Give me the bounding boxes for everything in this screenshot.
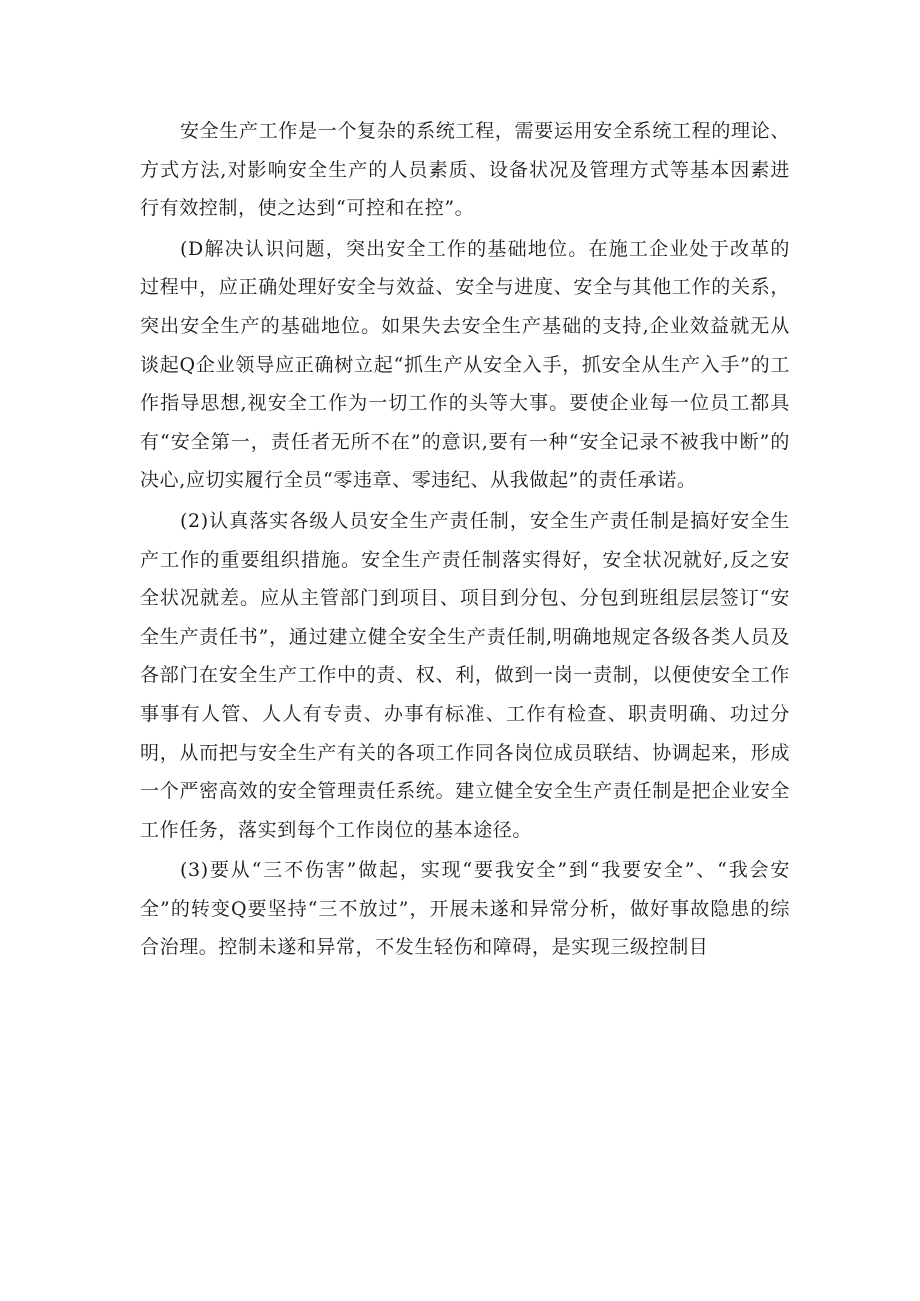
paragraph-item-1: (D解决认识问题，突出安全工作的基础地位。在施工企业处于改革的过程中，应正确处理好安全与效益、安全与进度、安全与其他工作的关系，突出安全生产的基础地位。如果失去安全生产基础的支持,企业效益就无从谈起Q企业领导应正确树立起“抓生产从安全入手，抓安全从生产入手”的工作指导思想,视安全工作为一切工作的头等大事。要使企业每一位员工都具有“安全第一，责任者无所不在”的意识,要有一种“安全记录不被我中断”的决心,应切实履行全员“零违章、零违纪、从我做起”的责任承诺。 [140, 237, 790, 492]
paragraph-intro: 安全生产工作是一个复杂的系统工程，需要运用安全系统工程的理论、方式方法,对影响安全生产的人员素质、设备状况及管理方式等基本因素进行有效控制，使之达到“可控和在控”。 [140, 120, 790, 220]
paragraph-item-3: (3)要从“三不伤害”做起，实现“要我安全”到“我要安全”、“我会安全”的转变Q要坚持“三不放过”，开展未遂和异常分析，做好事故隐患的综合治理。控制未遂和异常，不发生轻伤和障碍，是实现三级控制目 [140, 859, 790, 959]
document-body [140, 112, 790, 967]
paragraph-item-2: (2)认真落实各级人员安全生产责任制，安全生产责任制是搞好安全生产工作的重要组织措施。安全生产责任制落实得好，安全状况就好,反之安全状况就差。应从主管部门到项目、项目到分包、分包到班组层层签订“安全生产责任书”，通过建立健全安全生产责任制,明确地规定各级各类人员及各部门在安全生产工作中的责、权、利，做到一岗一责制，以便使安全工作事事有人管、人人有专责、办事有标准、工作有检查、职责明确、功过分明，从而把与安全生产有关的各项工作同各岗位成员联结、协调起来，形成一个严密高效的安全管理责任系统。建立健全安全生产责任制是把企业安全工作任务，落实到每个工作岗位的基本途径。 [140, 509, 790, 841]
